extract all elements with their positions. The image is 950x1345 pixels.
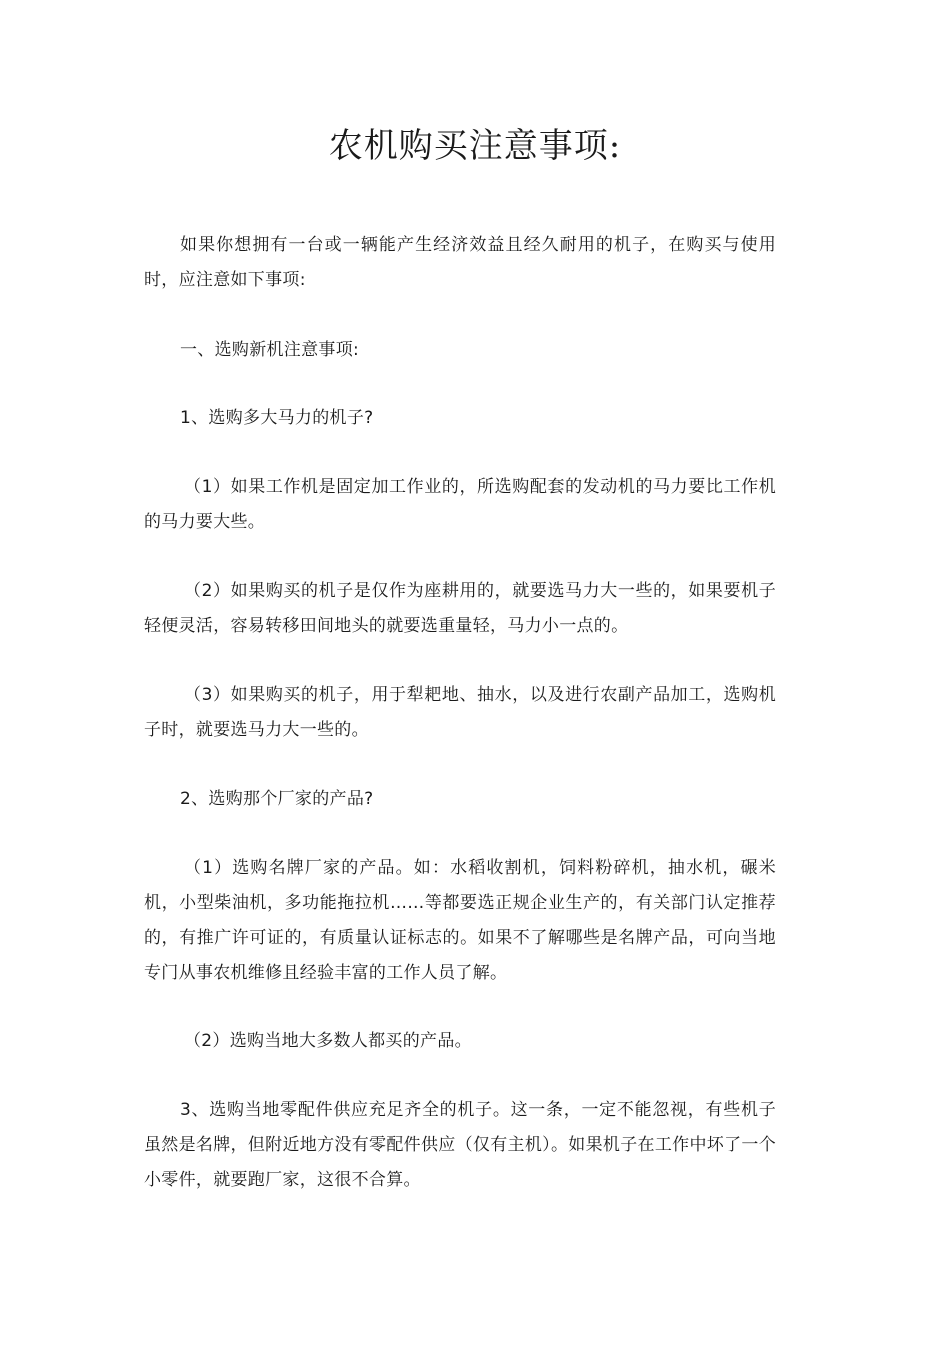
document-title: 农机购买注意事项: — [328, 126, 622, 166]
sub-item-paragraph: （1）如果工作机是固定加工作业的，所选购配套的发动机的马力要比工作机的马力要大些。 — [144, 477, 776, 532]
section-heading-new-machine: 一、选购新机注意事项: — [180, 340, 360, 360]
item-heading-manufacturer: 2、选购那个厂家的产品? — [180, 789, 374, 809]
sub-item-paragraph: （2）如果购买的机子是仅作为座耕用的，就要选马力大一些的，如果要机子轻便灵活，容易转移田间地头的就要选重量轻，马力小一点的。 — [144, 581, 776, 636]
sub-item-paragraph: （3）如果购买的机子，用于犁耙地、抽水，以及进行农副产品加工，选购机子时，就要选马力大一些的。 — [144, 685, 776, 740]
item-heading-horsepower: 1、选购多大马力的机子? — [180, 408, 374, 428]
item-paragraph-spare-parts: 3、选购当地零配件供应充足齐全的机子。这一条，一定不能忽视，有些机子虽然是名牌，但附近地方没有零配件供应（仅有主机）。如果机子在工作中坏了一个小零件，就要跑厂家，这很不合算。 — [144, 1100, 776, 1190]
sub-item-paragraph: （2）选购当地大多数人都买的产品。 — [184, 1031, 472, 1051]
intro-paragraph: 如果你想拥有一台或一辆能产生经济效益且经久耐用的机子，在购买与使用时，应注意如下事项: — [144, 235, 776, 290]
sub-item-paragraph: （1）选购名牌厂家的产品。如：水稻收割机，饲料粉碎机，抽水机，碾米机，小型柴油机，多功能拖拉机……等都要选正规企业生产的，有关部门认定推荐的，有推广许可证的，有质量认证标志的。如果不了解哪些是名牌产品，可向当地专门从事农机维修且经验丰富的工作人员了解。 — [144, 858, 776, 983]
